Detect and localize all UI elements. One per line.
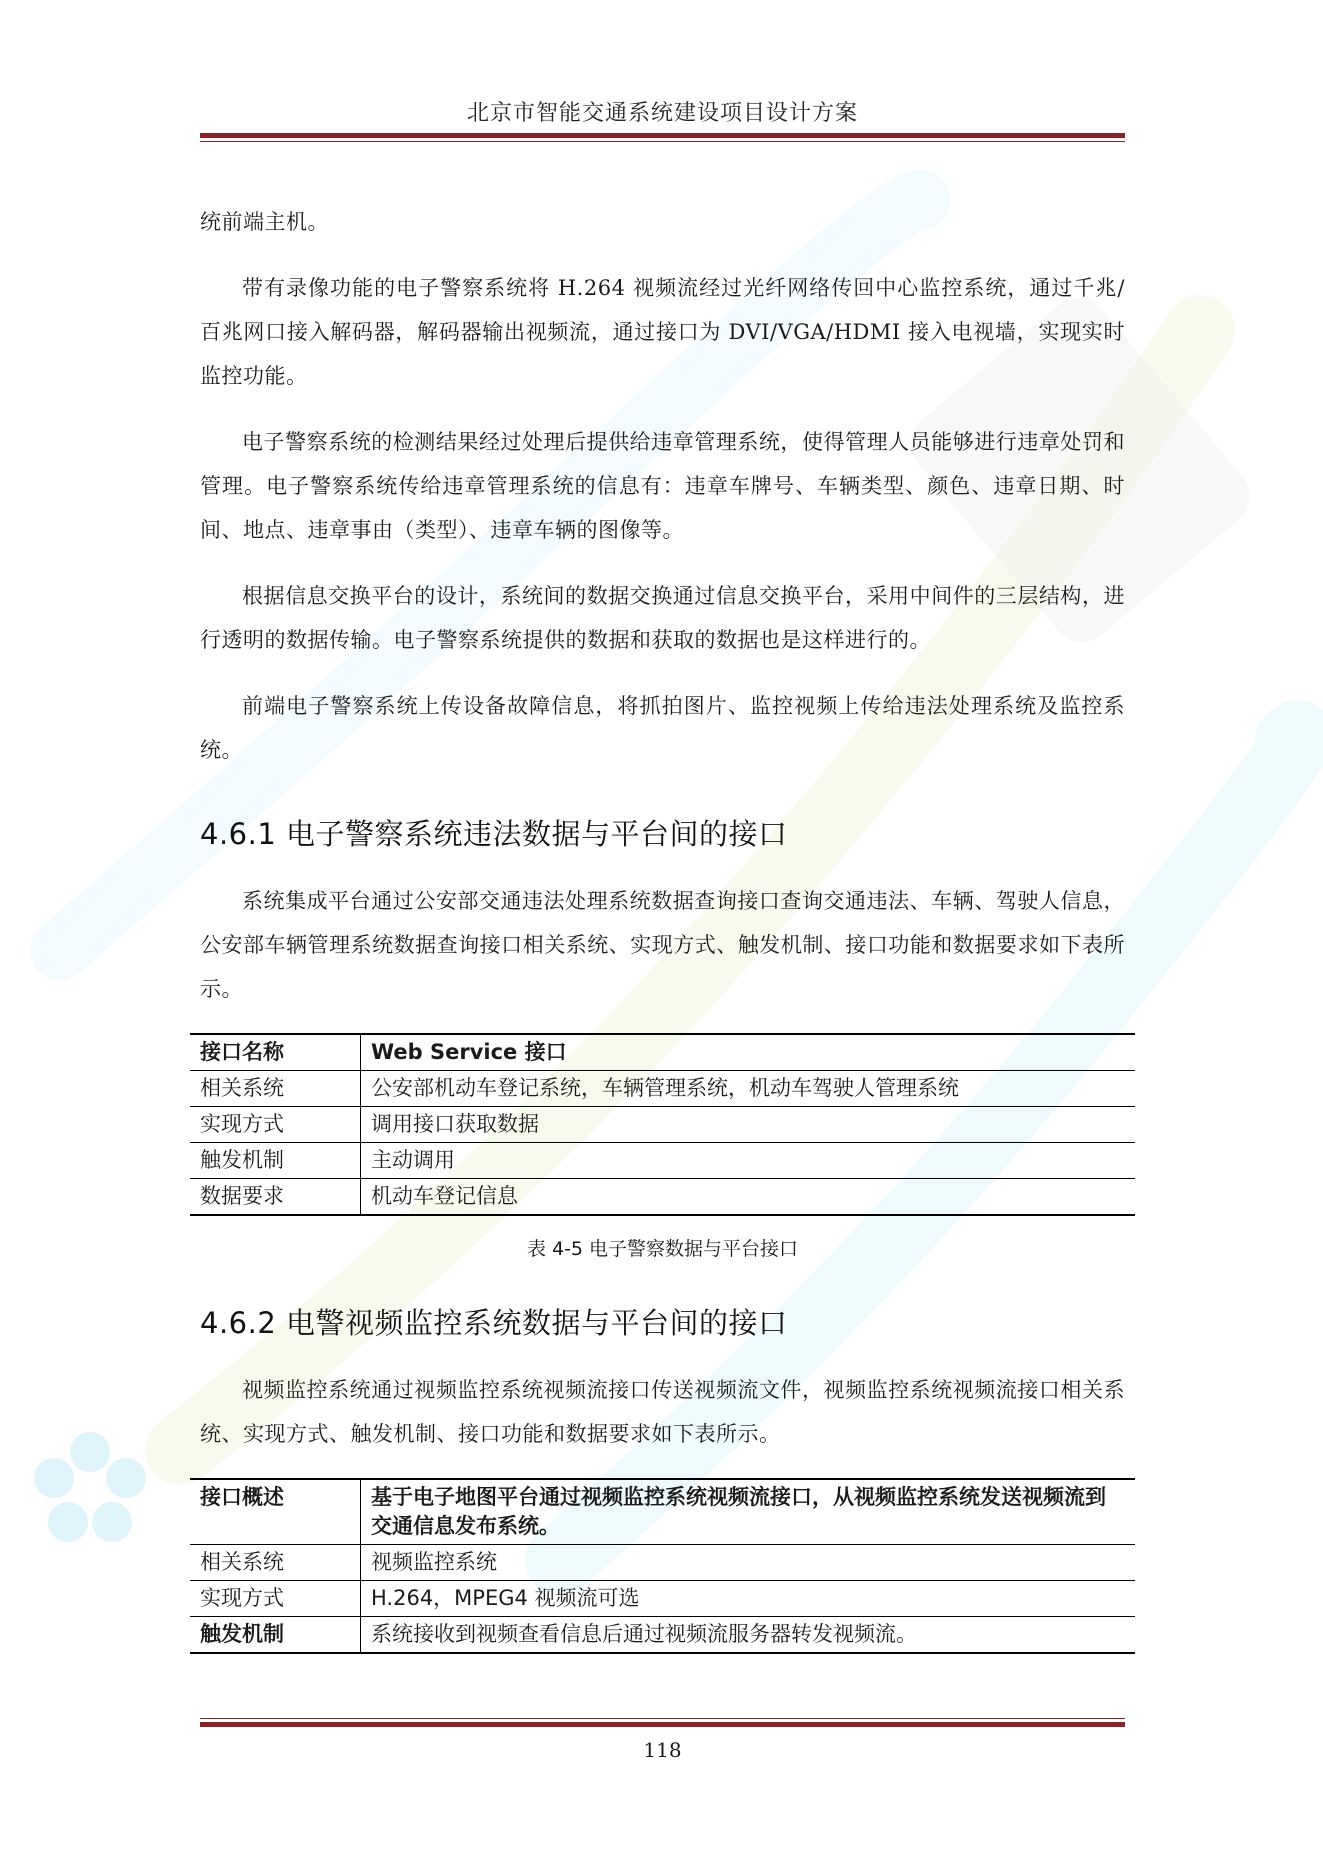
running-header: 北京市智能交通系统建设项目设计方案: [466, 101, 858, 126]
table-value: 主动调用: [361, 1143, 1136, 1179]
table-value: 系统接收到视频查看信息后通过视频流服务器转发视频流。: [361, 1617, 1136, 1654]
table-row: [190, 1479, 1135, 1545]
table-key: 实现方式: [190, 1107, 361, 1143]
table-key: 接口名称: [190, 1034, 361, 1071]
paragraph: 电子警察系统的检测结果经过处理后提供给违章管理系统，使得管理人员能够进行违章处罚和管理。电子警察系统传给违章管理系统的信息有：违章车牌号、车辆类型、颜色、违章日期、时间、地点、违章事由（类型）、违章车辆的图像等。: [200, 430, 1125, 542]
table-key: 接口概述: [190, 1479, 361, 1545]
table-value: H.264，MPEG4 视频流可选: [361, 1581, 1136, 1617]
header-rule-thin: [200, 141, 1125, 142]
table-key: 相关系统: [190, 1071, 361, 1107]
table-row: [190, 1179, 1135, 1216]
table-row: [190, 1143, 1135, 1179]
paragraph: 带有录像功能的电子警察系统将 H.264 视频流经过光纤网络传回中心监控系统，通过千兆/百兆网口接入解码器，解码器输出视频流，通过接口为 DVI/VGA/HDMI 接入电视墙，实现实时监控功能。: [200, 276, 1125, 388]
table-value: 基于电子地图平台通过视频监控系统视频流接口，从视频监控系统发送视频流到交通信息发布系统。: [361, 1479, 1136, 1545]
section-intro: 系统集成平台通过公安部交通违法处理系统数据查询接口查询交通违法、车辆、驾驶人信息，公安部车辆管理系统数据查询接口相关系统、实现方式、触发机制、接口功能和数据要求如下表所示。: [200, 889, 1125, 1001]
table-row: [190, 1545, 1135, 1581]
paragraph: 根据信息交换平台的设计，系统间的数据交换通过信息交换平台，采用中间件的三层结构，进行透明的数据传输。电子警察系统提供的数据和获取的数据也是这样进行的。: [200, 584, 1125, 652]
header-rule: [200, 133, 1125, 138]
table-key: 触发机制: [190, 1617, 361, 1654]
table-row: [190, 1034, 1135, 1071]
table-row: [190, 1107, 1135, 1143]
table-value: 公安部机动车登记系统，车辆管理系统，机动车驾驶人管理系统: [361, 1071, 1136, 1107]
table-key: 相关系统: [190, 1545, 361, 1581]
section-heading: 4.6.2 电警视频监控系统数据与平台间的接口: [200, 1306, 788, 1340]
table-value: 视频监控系统: [361, 1545, 1136, 1581]
table-key: 触发机制: [190, 1143, 361, 1179]
footer-rule: [200, 1722, 1125, 1727]
table-caption: 表 4-5 电子警察数据与平台接口: [526, 1238, 799, 1260]
paragraph: 前端电子警察系统上传设备故障信息，将抓拍图片、监控视频上传给违法处理系统及监控系统。: [200, 694, 1125, 762]
section-heading: 4.6.1 电子警察系统违法数据与平台间的接口: [200, 817, 788, 851]
paragraph: 统前端主机。: [200, 210, 329, 234]
body-content: [200, 200, 1125, 1654]
page-number: 118: [643, 1738, 682, 1762]
table-row: [190, 1071, 1135, 1107]
table-row: [190, 1581, 1135, 1617]
watermark-flower-icon: [34, 1432, 146, 1542]
table-value: 机动车登记信息: [361, 1179, 1136, 1216]
table-value: 调用接口获取数据: [361, 1107, 1136, 1143]
table-row: [190, 1617, 1135, 1654]
interface-table-2: [190, 1478, 1135, 1654]
table-value: Web Service 接口: [361, 1034, 1136, 1071]
interface-table-1: [190, 1033, 1135, 1216]
table-key: 数据要求: [190, 1179, 361, 1216]
section-intro: 视频监控系统通过视频监控系统视频流接口传送视频流文件，视频监控系统视频流接口相关系统、实现方式、触发机制、接口功能和数据要求如下表所示。: [200, 1378, 1125, 1446]
table-key: 实现方式: [190, 1581, 361, 1617]
footer-rule-thin: [200, 1718, 1125, 1719]
